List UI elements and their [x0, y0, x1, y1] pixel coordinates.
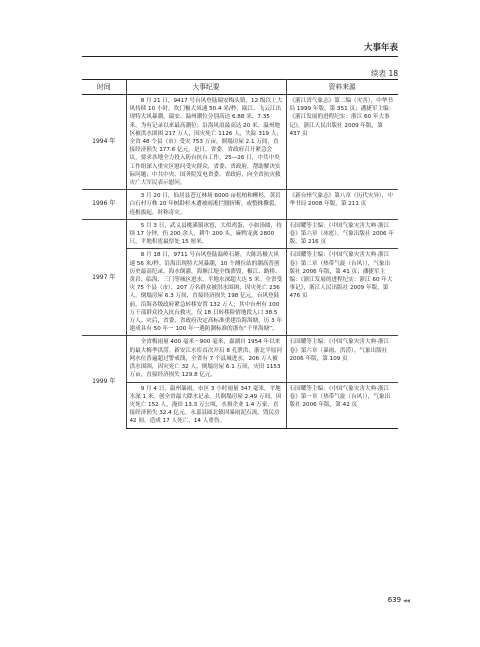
event-cell: 8 月 18 日，9711 号台风登陆温岭石塘，大陈岛极大风速 56 米/秒。沿海出现特大风暴潮，10 个测位站的潮高普创历史最高纪录，海水倒灌，海塘江堤全线溃毁，椒江、路桥、黄岩、临海、三门等城区进水，平地水深超大达 5 米。全省受灾 75 个县（市），207 万名群众被洪水围困，因灾死亡 236 人，倒塌房屋 6.3 万间，直接经济损失 198 亿元。台风登陆前，沿海各级政府紧急转移安置 132 万人；其中台州有 100 万干部群众投入抗台救灾，仅 18 日转移险情地段人口 38.5 万人。灾后，省委、省政府决定高标准重建沿海海塘，历 3 年建成具有 50 年一 100 年一遇防潮标准的浙东“千里海塘”。: [126, 249, 286, 336]
source-cell: 石国耀等主编：《中国气象灾害大典·浙江卷》第六章（冰雹），气象出版社 2006 年版，第 216 页: [286, 219, 398, 249]
event-cell: 8 月 21 日，9417 号台风登陆瑞安梅头镇，12 级以上大风持续 10 小时，坎门极大风速 50.4 米/秒，瓯江、飞云江出现特大风暴潮，瑞安、温州潮位分别高达 6.88 米、7.35 米，为有记录以来最高潮位；沿海风浪最高达 20 米。温州地区被洪水围困 217 万人，因灾死亡 1126 人，失踪 319 人；全省 48 个县（市）受灾 753 万亩，倒塌房屋 2.1 万间，直接经济损失 177.6 亿元。是日，省委、省政府召开紧急会议，要求各地全力投入防台抗台工作。25—26 日，中共中央工作组深入重灾区慰问受灾群众，省委、省政府，帮助解决实际问题；中共中央、国务院发电省委、省政府，向全省抗灾救灾广大军民表示慰问。: [126, 95, 286, 190]
event-cell: 5 月 3 日，武义县桃溪镇冰雹，大似鸡蛋，小如汤圆，持续 17 分钟，伤 200 余人，耕牛 200 头，麻鸭宠禽 2800 只，平地积雹最厚处 15 厘米。: [126, 219, 286, 249]
page-number-value: 639: [387, 596, 402, 604]
source-cell: 石国耀等主编：《中国气象灾害大典·浙江卷》第二章（热带气旋（台风）），气象出版社 2006 年版，第 41 页；潘捷军主编：《浙江发展的进程纪实：浙江 60 年大事记》，浙江人民出版社 2009 年版，第 476 页: [286, 249, 398, 336]
table-row: [82, 219, 398, 249]
source-cell: 石国耀等主编：《中国气象灾害大典·浙江卷》第一章（热带气旋（台风）），气象出版社 2006 年版，第 42 页: [286, 382, 398, 428]
event-cell: 全省梅雨量 400 毫米～900 毫米，嘉湖自 1954 年以来的最大梅季洪涝。新安江水库首次开启 8 孔泄洪，浙北平原河网水位普遍超过警戒线，全省有 7 个县城进水，206 万人被洪水围困，因灾死亡 32 人，倒塌房屋 6.1 万间，灾田 1153 万亩，直接经济损失 129.8 亿元。: [126, 336, 286, 382]
page-number: [388, 596, 410, 604]
source-cell: 《浙江省气象志》第二编（灾害），中华书局 1999 年版，第 351 页；潘捷军主编：《浙江发展的进程纪实：浙江 60 年大事记》，浙江人民出版社 2009 年版，第 437 页: [289, 98, 395, 137]
source-cell: 石国耀等主编：《中国气象灾害大典·浙江卷》第六章（暴雨、洪涝），气象出版社 2006 年版，第 109 页: [286, 336, 398, 382]
header-time: 时间: [82, 80, 126, 95]
table-header-row: [82, 80, 398, 95]
table-row: [82, 249, 398, 336]
year-cell: 1997 年: [82, 219, 126, 336]
header-source: 资料来源: [286, 80, 398, 95]
event-cell: 9 月 4 日，温州暴雨，市区 3 小时雨量 347 毫米，平地水深 1 米，创全省最大降水记录，共倒塌房屋 2.49 万间，因灾死亡 152 人，淹田 13.3 万公顷，水损企业 1.4 万家，直接经济损失 32.4 亿元。永嘉县瓯北镇因暴雨泥石流，毁民房 42 间，造成 17 人死亡，14 人重伤。: [126, 382, 286, 428]
event-cell: 3 月 20 日，仙居县苍辽林场 6000 亩松柏和柳杉，黄岩白石村万株 20 年树龄杉木遭被雨凇拦腰折断，或整株撕裂，连根拔起。时称奇灾。: [126, 190, 286, 220]
chronology-table: [82, 79, 398, 429]
table-row: [82, 382, 398, 428]
table-row: [82, 95, 398, 190]
table-row: [82, 190, 398, 220]
table-continuation-label: 续表 18: [371, 69, 398, 78]
header-event: 大事纪要: [126, 80, 286, 95]
header-rule: [82, 56, 398, 57]
year-cell: 1996 年: [82, 190, 126, 220]
year-cell: 1994 年: [92, 138, 116, 146]
page-header-title: 大事年表: [363, 43, 398, 53]
table-row: [82, 336, 398, 382]
page-tail-mark: ◀◀: [403, 599, 410, 604]
year-cell: 1999 年: [82, 336, 126, 428]
source-cell: 《新台州气象志》第八章（历代灾异），中华书局 2008 年版，第 211 页: [286, 190, 398, 220]
